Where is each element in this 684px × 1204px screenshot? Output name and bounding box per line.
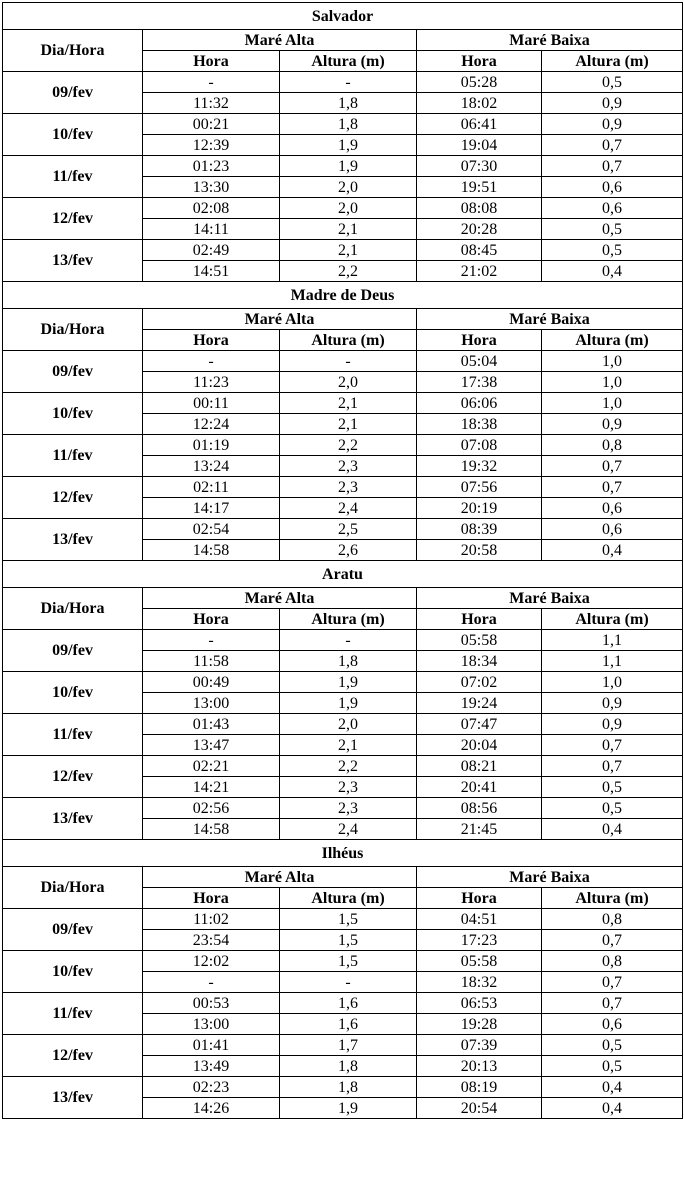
- high-tide-height: -: [280, 972, 417, 993]
- low-tide-height: 0,5: [542, 240, 683, 261]
- low-tide-time: 07:39: [417, 1035, 542, 1056]
- high-tide-time: -: [143, 72, 280, 93]
- high-tide-time: 14:58: [143, 819, 280, 840]
- day-cell: 11/fev: [3, 156, 143, 198]
- high-tide-time: 02:49: [143, 240, 280, 261]
- low-tide-height: 0,6: [542, 519, 683, 540]
- low-tide-height: 0,7: [542, 735, 683, 756]
- low-tide-time: 18:34: [417, 651, 542, 672]
- mare-baixa-header: Maré Baixa: [417, 30, 683, 51]
- low-tide-time: 07:56: [417, 477, 542, 498]
- low-tide-time: 08:19: [417, 1077, 542, 1098]
- table-row: [3, 1035, 683, 1056]
- high-tide-time: 00:11: [143, 393, 280, 414]
- high-tide-time: 01:19: [143, 435, 280, 456]
- low-tide-height: 0,7: [542, 756, 683, 777]
- low-tide-height: 1,1: [542, 630, 683, 651]
- low-tide-time: 18:32: [417, 972, 542, 993]
- low-tide-time: 18:02: [417, 93, 542, 114]
- high-tide-time: -: [143, 351, 280, 372]
- low-tide-height: 0,4: [542, 1077, 683, 1098]
- table-row: [3, 72, 683, 93]
- header-row-groups: [3, 867, 683, 888]
- dia-hora-header: Dia/Hora: [3, 588, 143, 630]
- low-tide-height: 0,4: [542, 540, 683, 561]
- altura-header: Altura (m): [280, 51, 417, 72]
- high-tide-height: 1,8: [280, 1056, 417, 1077]
- mare-alta-header: Maré Alta: [143, 30, 417, 51]
- location-title-row: [3, 3, 683, 30]
- low-tide-height: 0,7: [542, 972, 683, 993]
- low-tide-time: 20:41: [417, 777, 542, 798]
- high-tide-height: 1,9: [280, 693, 417, 714]
- low-tide-time: 19:32: [417, 456, 542, 477]
- day-cell: 09/fev: [3, 909, 143, 951]
- altura-header: Altura (m): [280, 888, 417, 909]
- high-tide-time: 14:51: [143, 261, 280, 282]
- tide-table-body: [3, 3, 683, 1119]
- day-cell: 13/fev: [3, 798, 143, 840]
- high-tide-time: -: [143, 972, 280, 993]
- low-tide-time: 08:08: [417, 198, 542, 219]
- low-tide-time: 17:23: [417, 930, 542, 951]
- day-cell: 10/fev: [3, 951, 143, 993]
- day-cell: 13/fev: [3, 519, 143, 561]
- low-tide-time: 20:13: [417, 1056, 542, 1077]
- dia-hora-header: Dia/Hora: [3, 30, 143, 72]
- altura-header: Altura (m): [542, 51, 683, 72]
- high-tide-height: 1,8: [280, 93, 417, 114]
- hora-header: Hora: [417, 609, 542, 630]
- high-tide-time: 11:32: [143, 93, 280, 114]
- dia-hora-header: Dia/Hora: [3, 867, 143, 909]
- high-tide-height: 2,3: [280, 798, 417, 819]
- high-tide-time: 13:30: [143, 177, 280, 198]
- low-tide-height: 0,9: [542, 114, 683, 135]
- table-row: [3, 435, 683, 456]
- high-tide-time: 12:24: [143, 414, 280, 435]
- high-tide-time: 14:17: [143, 498, 280, 519]
- high-tide-time: 02:21: [143, 756, 280, 777]
- high-tide-height: -: [280, 351, 417, 372]
- hora-header: Hora: [143, 888, 280, 909]
- high-tide-height: 2,6: [280, 540, 417, 561]
- high-tide-height: 2,1: [280, 735, 417, 756]
- high-tide-time: 01:41: [143, 1035, 280, 1056]
- low-tide-height: 0,5: [542, 798, 683, 819]
- high-tide-time: 01:23: [143, 156, 280, 177]
- low-tide-height: 0,5: [542, 72, 683, 93]
- high-tide-height: 2,0: [280, 177, 417, 198]
- day-cell: 13/fev: [3, 1077, 143, 1119]
- high-tide-height: 1,5: [280, 951, 417, 972]
- low-tide-time: 08:21: [417, 756, 542, 777]
- low-tide-time: 20:04: [417, 735, 542, 756]
- high-tide-height: 2,1: [280, 219, 417, 240]
- low-tide-height: 0,8: [542, 435, 683, 456]
- low-tide-time: 08:56: [417, 798, 542, 819]
- low-tide-height: 0,7: [542, 477, 683, 498]
- low-tide-height: 0,6: [542, 498, 683, 519]
- tide-table: [2, 2, 683, 1119]
- high-tide-time: 11:58: [143, 651, 280, 672]
- low-tide-height: 0,5: [542, 1056, 683, 1077]
- low-tide-time: 08:39: [417, 519, 542, 540]
- location-title: Ilhéus: [3, 840, 683, 867]
- table-row: [3, 672, 683, 693]
- header-row-groups: [3, 30, 683, 51]
- day-cell: 10/fev: [3, 114, 143, 156]
- low-tide-time: 19:24: [417, 693, 542, 714]
- mare-baixa-header: Maré Baixa: [417, 588, 683, 609]
- low-tide-time: 20:19: [417, 498, 542, 519]
- low-tide-height: 0,6: [542, 198, 683, 219]
- high-tide-height: 1,5: [280, 930, 417, 951]
- low-tide-time: 07:02: [417, 672, 542, 693]
- low-tide-time: 07:08: [417, 435, 542, 456]
- high-tide-time: 13:00: [143, 1014, 280, 1035]
- header-row-groups: [3, 588, 683, 609]
- low-tide-time: 08:45: [417, 240, 542, 261]
- low-tide-time: 06:06: [417, 393, 542, 414]
- low-tide-time: 05:58: [417, 951, 542, 972]
- low-tide-height: 0,6: [542, 1014, 683, 1035]
- high-tide-height: 2,3: [280, 477, 417, 498]
- table-row: [3, 798, 683, 819]
- high-tide-time: 12:39: [143, 135, 280, 156]
- table-row: [3, 756, 683, 777]
- day-cell: 11/fev: [3, 993, 143, 1035]
- low-tide-height: 0,9: [542, 414, 683, 435]
- day-cell: 10/fev: [3, 672, 143, 714]
- high-tide-height: 1,9: [280, 672, 417, 693]
- altura-header: Altura (m): [280, 330, 417, 351]
- table-row: [3, 951, 683, 972]
- high-tide-height: 1,9: [280, 156, 417, 177]
- high-tide-height: 1,8: [280, 1077, 417, 1098]
- high-tide-time: 02:23: [143, 1077, 280, 1098]
- altura-header: Altura (m): [542, 330, 683, 351]
- low-tide-time: 07:30: [417, 156, 542, 177]
- high-tide-height: 2,0: [280, 198, 417, 219]
- hora-header: Hora: [417, 51, 542, 72]
- low-tide-time: 17:38: [417, 372, 542, 393]
- table-row: [3, 1077, 683, 1098]
- high-tide-height: 1,7: [280, 1035, 417, 1056]
- high-tide-height: 1,6: [280, 1014, 417, 1035]
- high-tide-height: -: [280, 630, 417, 651]
- hora-header: Hora: [143, 51, 280, 72]
- high-tide-height: 1,8: [280, 651, 417, 672]
- low-tide-height: 0,7: [542, 135, 683, 156]
- high-tide-height: 1,9: [280, 1098, 417, 1119]
- high-tide-time: 00:49: [143, 672, 280, 693]
- location-title: Salvador: [3, 3, 683, 30]
- day-cell: 09/fev: [3, 351, 143, 393]
- low-tide-time: 05:28: [417, 72, 542, 93]
- dia-hora-header: Dia/Hora: [3, 309, 143, 351]
- low-tide-time: 05:58: [417, 630, 542, 651]
- location-title-row: [3, 840, 683, 867]
- high-tide-height: 2,3: [280, 456, 417, 477]
- high-tide-time: 12:02: [143, 951, 280, 972]
- low-tide-time: 20:54: [417, 1098, 542, 1119]
- high-tide-time: 11:23: [143, 372, 280, 393]
- high-tide-time: 14:11: [143, 219, 280, 240]
- low-tide-time: 06:53: [417, 993, 542, 1014]
- high-tide-height: 1,5: [280, 909, 417, 930]
- high-tide-height: 2,1: [280, 240, 417, 261]
- low-tide-height: 0,4: [542, 819, 683, 840]
- low-tide-time: 06:41: [417, 114, 542, 135]
- high-tide-time: -: [143, 630, 280, 651]
- hora-header: Hora: [417, 330, 542, 351]
- low-tide-time: 05:04: [417, 351, 542, 372]
- altura-header: Altura (m): [280, 609, 417, 630]
- low-tide-height: 0,5: [542, 219, 683, 240]
- hora-header: Hora: [143, 609, 280, 630]
- table-row: [3, 393, 683, 414]
- location-title-row: [3, 561, 683, 588]
- mare-baixa-header: Maré Baixa: [417, 867, 683, 888]
- table-row: [3, 114, 683, 135]
- high-tide-time: 00:53: [143, 993, 280, 1014]
- high-tide-height: 2,4: [280, 819, 417, 840]
- high-tide-height: 2,1: [280, 393, 417, 414]
- day-cell: 12/fev: [3, 477, 143, 519]
- low-tide-height: 0,7: [542, 156, 683, 177]
- high-tide-height: 1,8: [280, 114, 417, 135]
- low-tide-time: 19:28: [417, 1014, 542, 1035]
- mare-alta-header: Maré Alta: [143, 867, 417, 888]
- high-tide-time: 14:58: [143, 540, 280, 561]
- low-tide-height: 1,1: [542, 651, 683, 672]
- high-tide-height: -: [280, 72, 417, 93]
- table-row: [3, 714, 683, 735]
- low-tide-height: 0,7: [542, 993, 683, 1014]
- table-row: [3, 477, 683, 498]
- table-row: [3, 198, 683, 219]
- low-tide-height: 0,5: [542, 777, 683, 798]
- high-tide-height: 2,5: [280, 519, 417, 540]
- high-tide-time: 14:21: [143, 777, 280, 798]
- hora-header: Hora: [417, 888, 542, 909]
- altura-header: Altura (m): [542, 888, 683, 909]
- day-cell: 12/fev: [3, 1035, 143, 1077]
- location-title-row: [3, 282, 683, 309]
- mare-alta-header: Maré Alta: [143, 588, 417, 609]
- location-title: Madre de Deus: [3, 282, 683, 309]
- low-tide-time: 07:47: [417, 714, 542, 735]
- low-tide-time: 21:45: [417, 819, 542, 840]
- high-tide-time: 23:54: [143, 930, 280, 951]
- high-tide-time: 13:49: [143, 1056, 280, 1077]
- high-tide-time: 01:43: [143, 714, 280, 735]
- high-tide-time: 02:56: [143, 798, 280, 819]
- altura-header: Altura (m): [542, 609, 683, 630]
- low-tide-time: 19:04: [417, 135, 542, 156]
- day-cell: 10/fev: [3, 393, 143, 435]
- low-tide-height: 0,8: [542, 909, 683, 930]
- high-tide-height: 2,0: [280, 372, 417, 393]
- mare-alta-header: Maré Alta: [143, 309, 417, 330]
- low-tide-time: 20:28: [417, 219, 542, 240]
- high-tide-height: 2,2: [280, 756, 417, 777]
- table-row: [3, 351, 683, 372]
- low-tide-height: 0,9: [542, 714, 683, 735]
- high-tide-height: 2,3: [280, 777, 417, 798]
- high-tide-height: 2,2: [280, 435, 417, 456]
- low-tide-height: 0,7: [542, 930, 683, 951]
- high-tide-height: 2,2: [280, 261, 417, 282]
- high-tide-height: 2,4: [280, 498, 417, 519]
- day-cell: 12/fev: [3, 756, 143, 798]
- low-tide-time: 19:51: [417, 177, 542, 198]
- low-tide-time: 21:02: [417, 261, 542, 282]
- high-tide-time: 14:26: [143, 1098, 280, 1119]
- low-tide-height: 1,0: [542, 672, 683, 693]
- low-tide-height: 1,0: [542, 372, 683, 393]
- table-row: [3, 909, 683, 930]
- high-tide-time: 02:08: [143, 198, 280, 219]
- low-tide-height: 0,9: [542, 93, 683, 114]
- table-row: [3, 993, 683, 1014]
- high-tide-time: 13:24: [143, 456, 280, 477]
- low-tide-height: 0,5: [542, 1035, 683, 1056]
- hora-header: Hora: [143, 330, 280, 351]
- day-cell: 12/fev: [3, 198, 143, 240]
- high-tide-time: 00:21: [143, 114, 280, 135]
- day-cell: 13/fev: [3, 240, 143, 282]
- table-row: [3, 240, 683, 261]
- low-tide-height: 1,0: [542, 351, 683, 372]
- high-tide-height: 1,6: [280, 993, 417, 1014]
- high-tide-height: 1,9: [280, 135, 417, 156]
- low-tide-height: 1,0: [542, 393, 683, 414]
- table-row: [3, 519, 683, 540]
- high-tide-height: 2,1: [280, 414, 417, 435]
- low-tide-height: 0,9: [542, 693, 683, 714]
- high-tide-height: 2,0: [280, 714, 417, 735]
- high-tide-time: 11:02: [143, 909, 280, 930]
- low-tide-height: 0,8: [542, 951, 683, 972]
- table-row: [3, 630, 683, 651]
- table-row: [3, 156, 683, 177]
- high-tide-time: 02:11: [143, 477, 280, 498]
- header-row-groups: [3, 309, 683, 330]
- high-tide-time: 13:00: [143, 693, 280, 714]
- low-tide-time: 04:51: [417, 909, 542, 930]
- low-tide-time: 20:58: [417, 540, 542, 561]
- day-cell: 11/fev: [3, 435, 143, 477]
- high-tide-time: 02:54: [143, 519, 280, 540]
- day-cell: 09/fev: [3, 630, 143, 672]
- low-tide-height: 0,4: [542, 261, 683, 282]
- location-title: Aratu: [3, 561, 683, 588]
- low-tide-height: 0,6: [542, 177, 683, 198]
- day-cell: 11/fev: [3, 714, 143, 756]
- low-tide-height: 0,7: [542, 456, 683, 477]
- mare-baixa-header: Maré Baixa: [417, 309, 683, 330]
- low-tide-height: 0,4: [542, 1098, 683, 1119]
- high-tide-time: 13:47: [143, 735, 280, 756]
- day-cell: 09/fev: [3, 72, 143, 114]
- low-tide-time: 18:38: [417, 414, 542, 435]
